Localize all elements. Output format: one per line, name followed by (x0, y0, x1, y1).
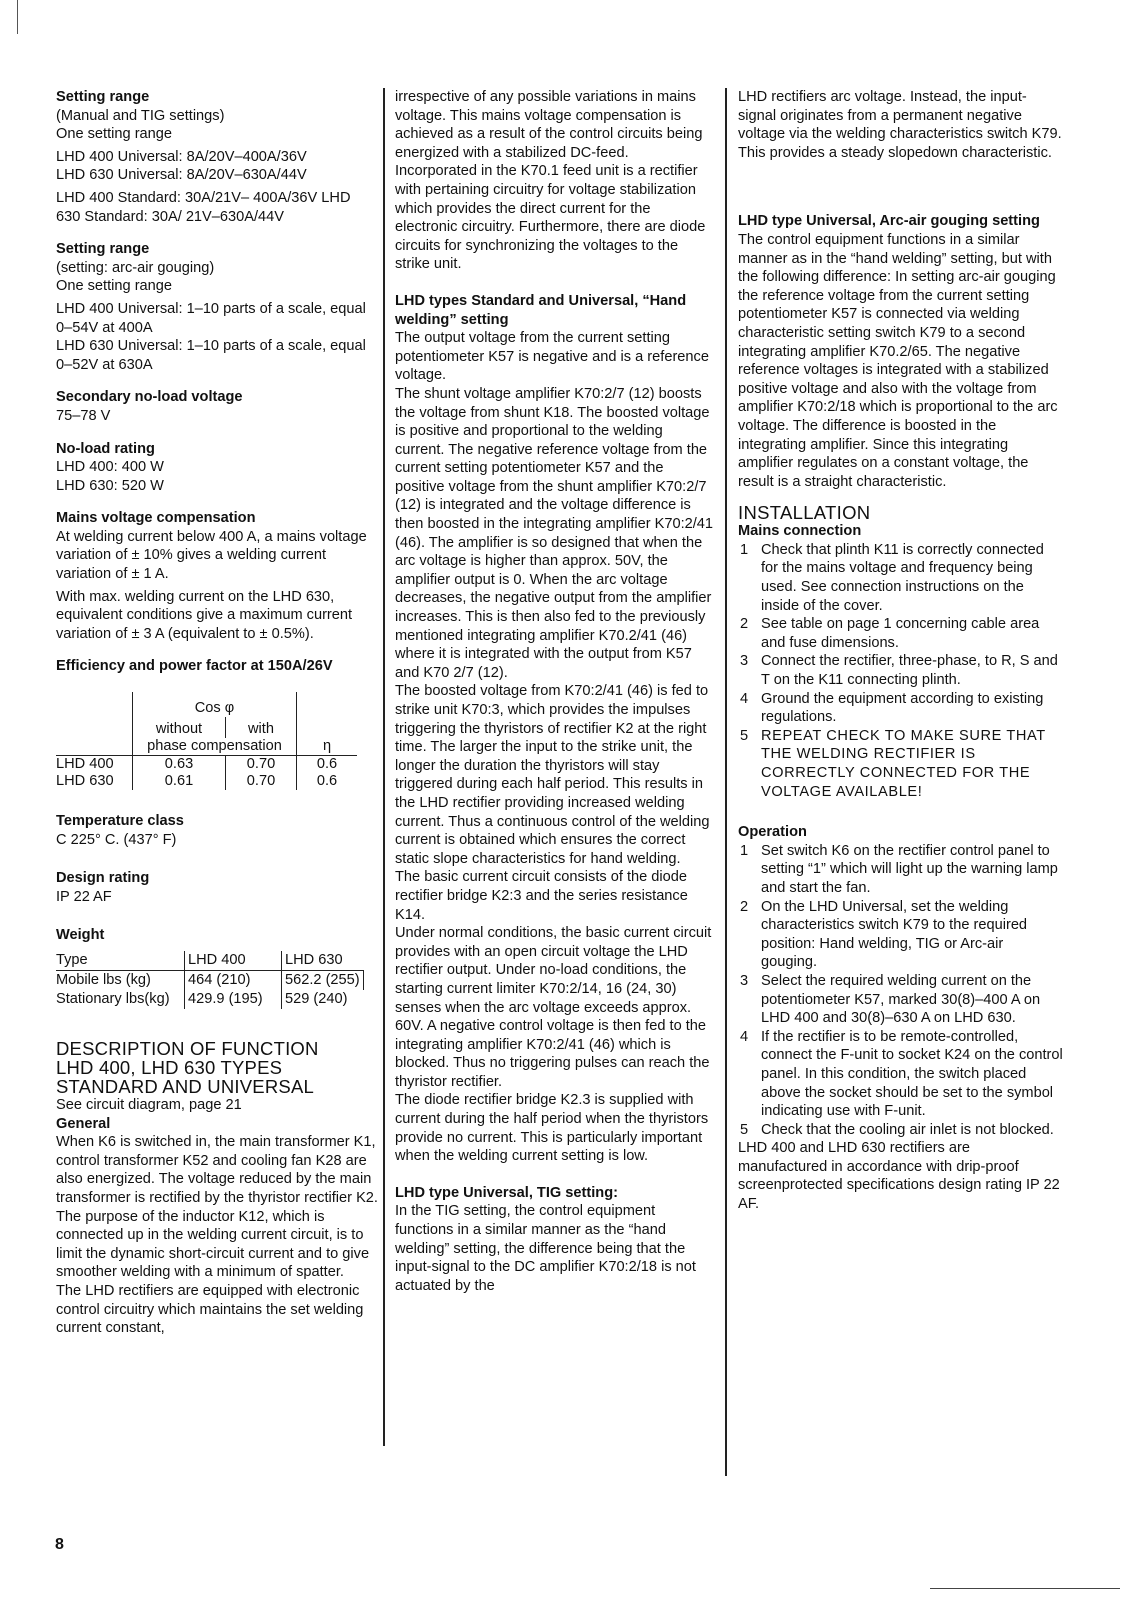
paragraph: Under normal conditions, the basic current circuit provides with an open circuit voltage the LHD rectifier output. Under no-load conditions, the starting current limiter K70:2/14, 16 (24, 30) senses when the arc voltage exceeds approx. 60V. A negative control voltage is then fed to the integrating amplifier K70:2/41 (46) which is blocked. Thus no triggering pulses can reach the thyristor rectifier. (395, 925, 712, 1090)
section-heading: Design rating (56, 870, 150, 887)
cell-with: 0.70 (226, 756, 297, 774)
weight-table (56, 951, 364, 1009)
text-line: LHD 630: 520 W (56, 477, 164, 494)
section-heading: Efficiency and power factor at 150A/26V (56, 658, 333, 675)
cos-phi-header: Cos φ (133, 692, 297, 717)
hand-welding-heading: LHD types Standard and Universal, “Hand welding” setting (395, 292, 687, 328)
paragraph: At welding current below 400 A, a mains voltage variation of ± 10% gives a welding current variation of ± 1 A. (56, 528, 367, 583)
cell-type: Mobile lbs (kg) (56, 972, 151, 988)
paragraph: The control equipment functions in a similar manner as in the “hand welding” setting, but with the following difference: In setting arc-air gouging the reference voltage from the current setting potentiometer K57 is connected via welding characteristic setting switch K79 to a second integrating amplifier K70.2/65. The negative reference voltages is integrated with a stabilized positive voltage and also with the voltage from amplifier K70:2/18 which is proportional to the arc voltage. The difference is boosted in the integrating amplifier. Since this integrating amplifier regulates on a constant voltage, the result is a straight characteristic. (738, 231, 1058, 490)
header-lhd630: LHD 630 (282, 951, 364, 971)
section-heading: Temperature class (56, 813, 184, 830)
header-lhd400: LHD 400 (185, 951, 282, 971)
section-heading: Setting range (56, 89, 150, 105)
paragraph: The LHD rectifiers are equipped with electronic control circuitry which maintains the set welding current constant, (56, 1282, 364, 1337)
cell-type: Stationary lbs(kg) (56, 991, 170, 1007)
text-line: (Manual and TIG settings) (56, 107, 225, 124)
paragraph: The basic current circuit consists of the diode rectifier bridge K2:3 and the series resistance K14. (395, 869, 688, 923)
phase-compensation-header: phase compensation (133, 738, 297, 756)
section-heading: Setting range (56, 241, 150, 258)
row-label: LHD 630 (56, 773, 114, 790)
list-item: 1 Check that plinth K11 is correctly connected for the mains voltage and frequency being used. See connection instructions on the inside of the cover. (740, 541, 1044, 614)
column-rule-left (383, 88, 385, 1446)
efficiency-section (56, 657, 378, 790)
row-label: LHD 400 (56, 756, 114, 773)
column-2 (395, 88, 715, 1295)
section-heading: Weight (56, 927, 105, 944)
operation-heading: Operation (738, 824, 807, 841)
text-line: C 225° C. (437° F) (56, 831, 177, 848)
text-line: (setting: arc-air gouging) (56, 259, 215, 276)
text-line: LHD 630 Universal: 8A/20V–630A/44V (56, 167, 307, 184)
paragraph: The output voltage from the current setting potentiometer K57 is negative and is a reference voltage. (395, 330, 709, 384)
secondary-voltage (56, 388, 378, 425)
cell-lhd630: 562.2 (255) (282, 971, 364, 991)
text-line: LHD 400 Universal: 8A/20V–400A/36V (56, 148, 307, 165)
installation-heading: INSTALLATION (738, 502, 871, 524)
list-item: 3 Select the required welding current on the potentiometer K57, marked 30(8)–400 A on LHD 400 and 30(8)–630 A on LHD 630. (740, 972, 1041, 1027)
mains-connection-list (738, 541, 1063, 801)
column-rule-right (725, 88, 727, 1476)
cell-without: 0.61 (133, 773, 226, 790)
paragraph: When K6 is switched in, the main transformer K1, control transformer K52 and cooling fan K28 are also energized. The voltage reduced by the main transformer is rectified by the thyristor rectifier K2. The purpose of the inductor K12, which is connected up in the welding current circuit, is to limit the dynamic short-circuit current and to give smoother welding with a minimum of spatter. (56, 1134, 378, 1281)
circuit-diagram-ref: See circuit diagram, page 21 (56, 1097, 242, 1113)
mains-compensation (56, 509, 378, 643)
efficiency-table (56, 692, 357, 790)
cell-lhd400: 464 (210) (185, 971, 282, 991)
text-line: LHD 630 Universal: 1–10 parts of a scale, equal 0–52V at 630A (56, 338, 366, 373)
bottom-rule (930, 1588, 1120, 1589)
mains-connection-heading: Mains connection (738, 523, 862, 540)
setting-range-arcair (56, 240, 378, 374)
description-title-line: DESCRIPTION OF FUNCTION (56, 1038, 319, 1059)
weight-section (56, 926, 378, 1009)
page-number: 8 (55, 1536, 64, 1553)
list-item: 5 Check that the cooling air inlet is not blocked. (740, 1121, 1054, 1138)
list-item: 1 Set switch K6 on the rectifier control panel to setting “1” which will light up the warning lamp and start the fan. (740, 842, 1058, 896)
paragraph: The boosted voltage from K70:2/41 (46) is fed to strike unit K70:3, which provides the impulses triggering the thyristors of rectifier K2 at the right time. The larger the input to the strike unit, the longer the duration the thyristors will stay triggered during each half period. This results in the LHD rectifier providing increased welding current. Thus a continuous control of the welding current is obtained which ensures the correct static slope characteristics for hand welding. (395, 683, 710, 867)
paragraph: In the TIG setting, the control equipment functions in a similar manner as the “hand welding” setting, the difference being that the input-signal to the DC amplifier K70:2/18 is not actuated by the (395, 1203, 696, 1294)
section-heading: No-load rating (56, 440, 155, 457)
text-line: 75–78 V (56, 407, 111, 424)
cell-eta: 0.6 (297, 773, 358, 790)
description-title-line: STANDARD AND UNIVERSAL (56, 1076, 314, 1097)
paragraph: The shunt voltage amplifier K70:2/7 (12) boosts the voltage from shunt K18. The boosted voltage is positive and proportional to the welding current. The negative reference voltage from the current setting potentiometer K57 and the positive voltage from the shunt amplifier K70:2/7 (12) is integrated and the voltage difference is then boosted in the integrating amplifier K70:2/41 (46). The amplifier is so designed that when the arc voltage is higher than approx. 50V, the amplifier output is 0. When the arc voltage decreases, the negative output from the amplifier increases. This is then also fed to the previously mentioned integrating amplifier K70.2/41 (46) where it is integrated with the output from K57 and K70 2/7 (12). (395, 385, 714, 681)
text-line: LHD 400: 400 W (56, 459, 164, 476)
design-rating (56, 869, 378, 906)
list-item: 2 On the LHD Universal, set the welding characteristics switch K79 to the required position: Hand welding, TIG or Arc-air gouging. (740, 898, 1028, 971)
with-header: with (226, 717, 297, 738)
description-title-line: LHD 400, LHD 630 TYPES (56, 1057, 283, 1078)
paragraph: With max. welding current on the LHD 630, equivalent conditions give a maximum current variation of ± 3 A (equivalent to ± 0.5%). (56, 588, 353, 642)
paragraph: irrespective of any possible variations in mains voltage. This mains voltage compensation is achieved as a result of the control circuits being energized with a stabilized DC-feed. (395, 89, 703, 161)
header-type: Type (56, 952, 88, 968)
column-1 (56, 88, 378, 1338)
column-3 (738, 88, 1063, 1214)
text-line: One setting range (56, 278, 173, 295)
text-line: LHD 400 Universal: 1–10 parts of a scale, equal 0–54V at 400A (56, 300, 366, 336)
temperature-class (56, 812, 378, 849)
list-item: 3 Connect the rectifier, three-phase, to R, S and T on the K11 connecting plinth. (740, 653, 1058, 689)
margin-mark (17, 0, 18, 34)
without-header: without (133, 717, 226, 738)
setting-range-manual (56, 88, 378, 226)
noload-rating (56, 440, 378, 496)
paragraph: Incorporated in the K70.1 feed unit is a rectifier with pertaining circuitry for voltage stabilization which provides the direct current for the electronic circuitry. Furthermore, there are diode circuits for synchronizing the voltages to the strike unit. (395, 163, 706, 273)
cell-lhd400: 429.9 (195) (185, 990, 282, 1009)
eta-header: η (297, 692, 358, 756)
cell-without: 0.63 (133, 756, 226, 774)
list-item: 4 If the rectifier is to be remote-controlled, connect the F-unit to socket K24 on the control panel. In this condition, the switch placed above the socket should be set to the symbol indicating use with F-unit. (740, 1028, 1063, 1120)
list-item: 5 REPEAT CHECK TO MAKE SURE THAT THE WELDING RECTIFIER IS CORRECTLY CONNECTED FOR THE VOLTAGE AVAILABLE! (740, 727, 1046, 800)
list-item: 2 See table on page 1 concerning cable area and fuse dimensions. (740, 616, 1040, 651)
cell-lhd630: 529 (240) (282, 990, 364, 1009)
text-line: LHD 400 Standard: 30A/21V– 400A/36V LHD 630 Standard: 30A/ 21V–630A/44V (56, 189, 351, 225)
text-line: IP 22 AF (56, 888, 112, 905)
closing-paragraph: LHD 400 and LHD 630 rectifiers are manufactured in accordance with drip-proof screenprotected specifications design rating IP 22 AF. (738, 1140, 1060, 1213)
section-heading: Mains voltage compensation (56, 510, 256, 527)
cell-eta: 0.6 (297, 756, 358, 774)
arc-air-heading: LHD type Universal, Arc-air gouging setting (738, 213, 1040, 230)
section-heading: Secondary no-load voltage (56, 389, 243, 406)
operation-list (738, 842, 1063, 1140)
text-line: One setting range (56, 126, 173, 143)
general-heading: General (56, 1115, 111, 1132)
paragraph: The diode rectifier bridge K2.3 is supplied with current during the half period when the thyristors provide no current. This is particularly important when the welding current setting is low. (395, 1092, 709, 1165)
tig-heading: LHD type Universal, TIG setting: (395, 1184, 618, 1201)
description-section (56, 1039, 378, 1338)
paragraph: LHD rectifiers arc voltage. Instead, the input-signal originates from a permanent negative voltage via the welding characteristics switch K79. This provides a steady slopedown characteristic. (738, 89, 1062, 161)
list-item: 4 Ground the equipment according to existing regulations. (740, 690, 1044, 726)
cell-with: 0.70 (226, 773, 297, 790)
